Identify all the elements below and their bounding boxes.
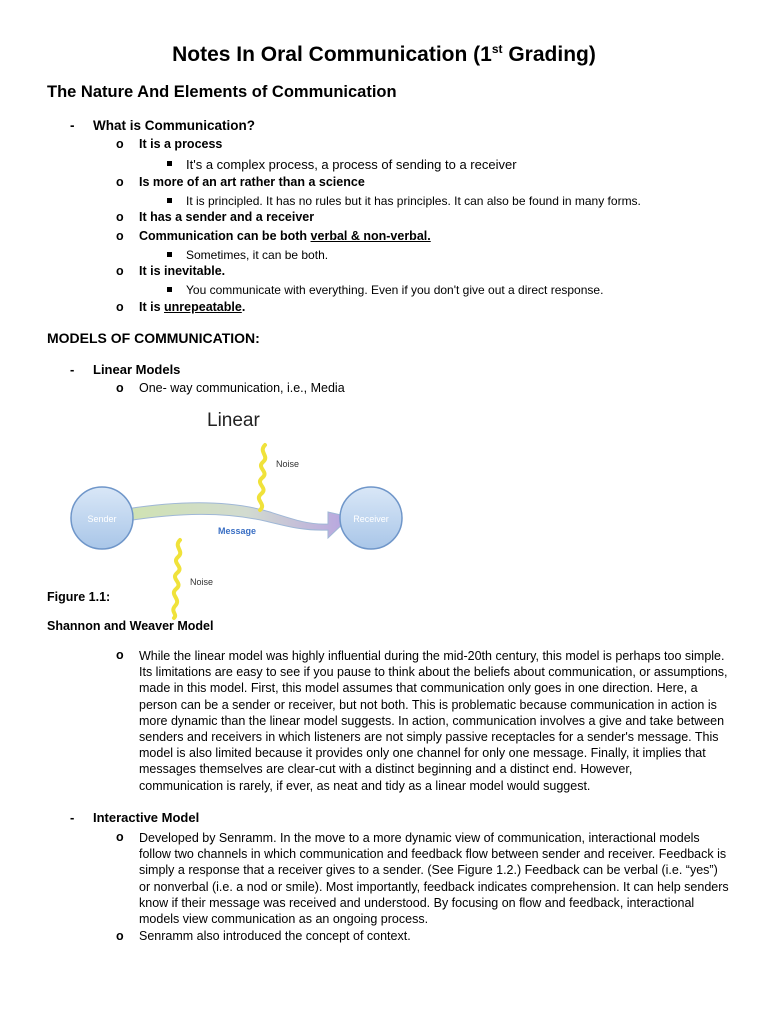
noise-top-label: Noise [276, 459, 300, 469]
sender-node [71, 487, 133, 549]
receiver-node [340, 487, 402, 549]
section-heading-models: MODELS OF COMMUNICATION: [47, 330, 260, 346]
model-name: Shannon and Weaver Model [47, 619, 214, 633]
page-title: Notes In Oral Communication (1st Grading) [172, 42, 596, 66]
noise-bottom-icon [173, 540, 180, 618]
receiver-label: Receiver [353, 514, 389, 524]
figure-caption: Figure 1.1: [47, 590, 111, 604]
diagram-title: Linear [207, 410, 260, 431]
linear-model-diagram [60, 400, 420, 620]
section-heading-nature: The Nature And Elements of Communication [47, 83, 397, 101]
noise-top-icon [259, 445, 265, 510]
sender-label: Sender [87, 514, 117, 524]
message-label: Message [218, 526, 257, 536]
noise-bottom-label: Noise [190, 577, 214, 587]
